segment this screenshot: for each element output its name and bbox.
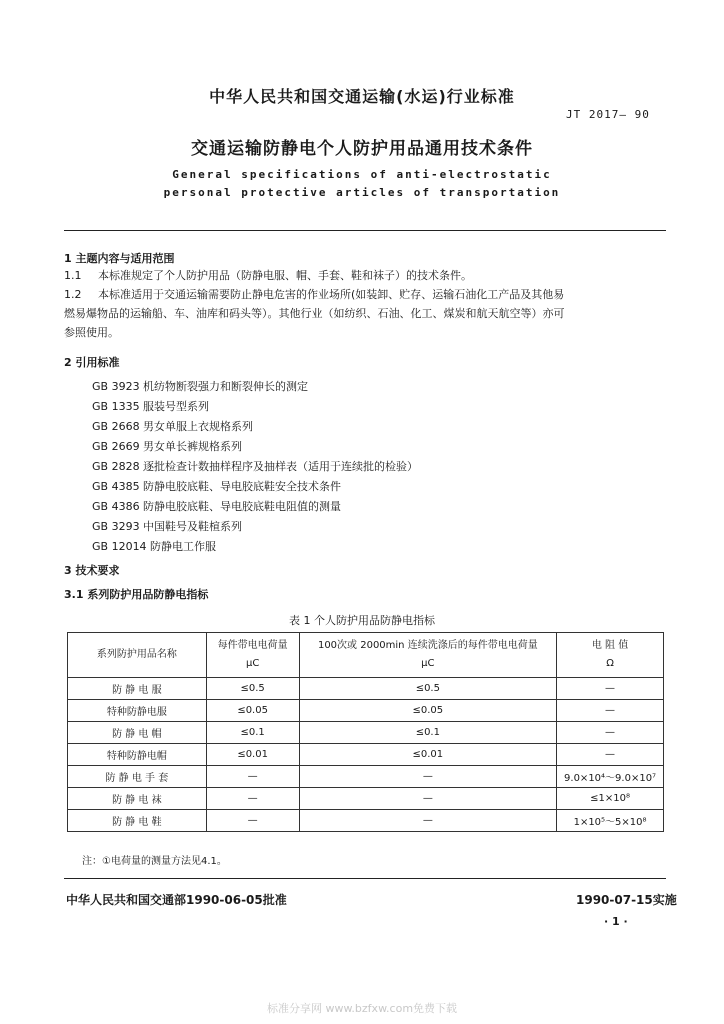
- referenced-standard-item: GB 4386 防静电胶底鞋、导电胶底鞋电阻值的测量: [92, 500, 342, 513]
- antistatic-index-table: [67, 632, 664, 832]
- table-caption: 表 1 个人防护用品防静电指标: [289, 614, 435, 627]
- cell-charge-after-washing: ≤0.05: [299, 700, 557, 722]
- table-row: [68, 678, 664, 700]
- cell-charge-after-washing: ≤0.01: [299, 744, 557, 766]
- standard-number: JT 2017— 90: [566, 108, 650, 121]
- cell-resistance: —: [557, 722, 664, 744]
- clause-3-1-heading: 3.1 系列防护用品防静电指标: [64, 588, 209, 601]
- footer-divider: [64, 878, 666, 879]
- cell-charge-after-washing: —: [299, 810, 557, 832]
- header-resistance: [557, 633, 664, 678]
- referenced-standard-item: GB 2669 男女单长裤规格系列: [92, 440, 243, 453]
- referenced-standard-item: GB 3293 中国鞋号及鞋楦系列: [92, 520, 243, 533]
- table-row: [68, 766, 664, 788]
- header-charge: [206, 633, 299, 678]
- header-charge-label: 每件带电电荷量: [217, 640, 288, 651]
- cell-resistance: ≤1×10⁸: [557, 788, 664, 810]
- referenced-standard-item: GB 2828 逐批检查计数抽样程序及抽样表（适用于连续批的检验）: [92, 460, 419, 473]
- cell-product-name: 特种防静电服: [68, 700, 207, 722]
- table-note: 注：①电荷量的测量方法见4.1。: [82, 856, 227, 867]
- cell-product-name: 防 静 电 帽: [68, 722, 207, 744]
- clause-1-2-line2: 燃易爆物品的运输船、车、油库和码头等）。其他行业（如纺织、石油、化工、煤炭和航天航空等）亦可: [64, 307, 565, 320]
- header-charge-after-washing-label: 100次或 2000min 连续洗涤后的每件带电电荷量: [317, 640, 538, 651]
- table-header-row: [68, 633, 664, 678]
- referenced-standard-item: GB 4385 防静电胶底鞋、导电胶底鞋安全技术条件: [92, 480, 342, 493]
- referenced-standard-item: GB 1335 服装号型系列: [92, 400, 210, 413]
- section-1-heading: 1 主题内容与适用范围: [64, 252, 175, 265]
- cell-resistance: —: [557, 678, 664, 700]
- table-row: [68, 744, 664, 766]
- cell-product-name: 防 静 电 鞋: [68, 810, 207, 832]
- clause-1-2-number: 1.2: [64, 288, 82, 301]
- header-product-name: 系列防护用品名称: [68, 633, 207, 678]
- cell-charge: ≤0.1: [206, 722, 299, 744]
- section-3-heading: 3 技术要求: [64, 564, 120, 577]
- header-charge-unit: μC: [245, 658, 260, 669]
- cell-charge: —: [206, 810, 299, 832]
- document-title: 交通运输防静电个人防护用品通用技术条件: [191, 139, 533, 159]
- cell-resistance: —: [557, 744, 664, 766]
- header-resistance-label: 电 阻 值: [591, 640, 629, 651]
- document-title-english-line1: General specifications of anti-electrostatic: [172, 168, 552, 181]
- header-charge-after-washing: [299, 633, 557, 678]
- site-watermark: 标准分享网 www.bzfxw.com免费下载: [266, 1002, 458, 1015]
- referenced-standard-item: GB 3923 机纺物断裂强力和断裂伸长的测定: [92, 380, 309, 393]
- cell-charge-after-washing: ≤0.5: [299, 678, 557, 700]
- issuing-authority-heading: 中华人民共和国交通运输(水运)行业标准: [209, 87, 515, 106]
- cell-charge: ≤0.01: [206, 744, 299, 766]
- table-row: [68, 722, 664, 744]
- cell-charge-after-washing: ≤0.1: [299, 722, 557, 744]
- header-charge-after-washing-unit: μC: [421, 658, 435, 669]
- clause-1-1-number: 1.1: [64, 269, 82, 282]
- cell-resistance: 1×10⁵～5×10⁸: [557, 810, 664, 832]
- cell-resistance: —: [557, 700, 664, 722]
- cell-charge: —: [206, 788, 299, 810]
- cell-product-name: 防 静 电 袜: [68, 788, 207, 810]
- cell-resistance: 9.0×10⁴～9.0×10⁷: [557, 766, 664, 788]
- cell-product-name: 特种防静电帽: [68, 744, 207, 766]
- clause-1-2-line3: 参照使用。: [64, 326, 119, 339]
- table-row: [68, 810, 664, 832]
- cell-charge: ≤0.5: [206, 678, 299, 700]
- cell-charge: —: [206, 766, 299, 788]
- table-row: [68, 788, 664, 810]
- cell-charge-after-washing: —: [299, 788, 557, 810]
- header-resistance-unit: Ω: [606, 658, 614, 669]
- document-title-english-line2: personal protective articles of transportation: [163, 186, 561, 199]
- referenced-standard-item: GB 12014 防静电工作服: [92, 540, 217, 553]
- page-number: · 1 ·: [604, 915, 628, 928]
- referenced-standard-item: GB 2668 男女单服上衣规格系列: [92, 420, 254, 433]
- approval-date: 中华人民共和国交通部1990-06-05批准: [66, 893, 287, 907]
- cell-charge: ≤0.05: [206, 700, 299, 722]
- header-divider: [64, 230, 666, 231]
- cell-product-name: 防 静 电 服: [68, 678, 207, 700]
- clause-1-1-text: 本标准规定了个人防护用品（防静电服、帽、手套、鞋和袜子）的技术条件。: [98, 269, 472, 282]
- clause-1-2-line1: 本标准适用于交通运输需要防止静电危害的作业场所(如装卸、贮存、运输石油化工产品及其他易: [98, 288, 565, 301]
- table-row: [68, 700, 664, 722]
- section-2-heading: 2 引用标准: [64, 356, 120, 369]
- cell-charge-after-washing: —: [299, 766, 557, 788]
- implementation-date: 1990-07-15实施: [576, 893, 677, 907]
- cell-product-name: 防 静 电 手 套: [68, 766, 207, 788]
